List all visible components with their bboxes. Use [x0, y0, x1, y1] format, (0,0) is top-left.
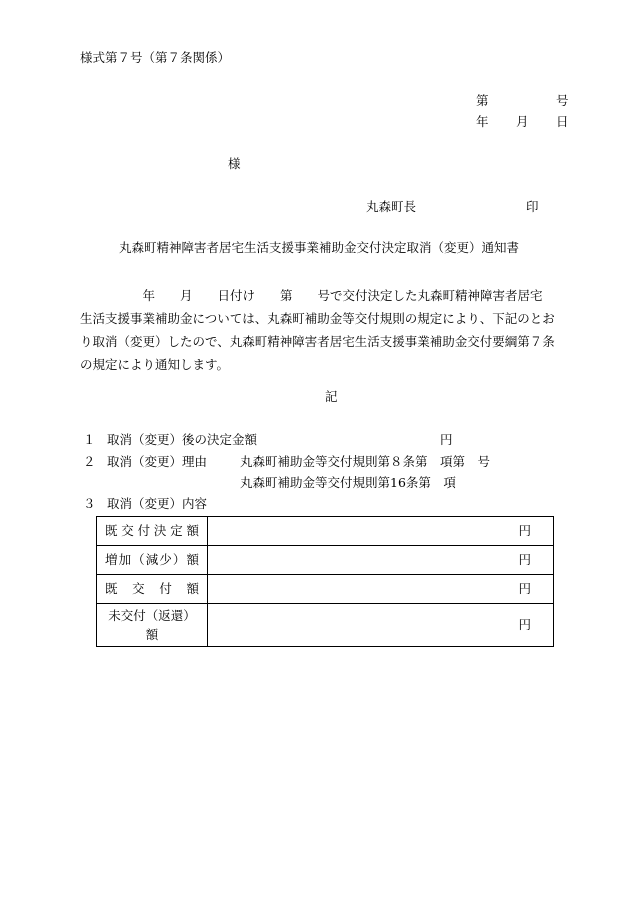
sender-name: 丸森町長: [366, 199, 417, 214]
table-row: [97, 604, 554, 647]
unit-yen: 円: [518, 551, 531, 567]
date-day: 日: [556, 114, 569, 129]
addressee-suffix: 様: [228, 156, 241, 171]
item1-number: １: [83, 432, 96, 447]
amounts-table: [96, 516, 554, 647]
item1-label: 取消（変更）後の決定金額: [107, 432, 258, 447]
label-increase-decrease: 増加（減少）額: [105, 551, 199, 567]
date-month: 月: [516, 114, 529, 129]
item2-label: 取消（変更）理由: [107, 454, 208, 469]
form-number: 様式第７号（第７条関係）: [80, 50, 231, 65]
table-row: [97, 575, 554, 604]
unit-yen: 円: [518, 580, 531, 596]
row-label-cell: [97, 604, 208, 647]
date-year: 年: [476, 114, 489, 129]
body-line-3: り取消（変更）したので、丸森町精神障害者居宅生活支援事業補助金交付要綱第７条: [80, 334, 555, 349]
item1-unit: 円: [440, 432, 453, 447]
row-value-cell: [208, 575, 554, 604]
item3-number: ３: [83, 496, 96, 511]
label-already-delivered: 既交付額: [105, 580, 199, 596]
body-line-4: の規定により通知します。: [80, 357, 230, 372]
number-label-go: 号: [556, 93, 569, 108]
item2-reason-1: 丸森町補助金等交付規則第８条第 項第 号: [240, 454, 491, 469]
table-row: [97, 546, 554, 575]
ki-heading: 記: [325, 389, 338, 404]
body-paragraph: [80, 284, 584, 376]
label-undelivered-line2: 額: [145, 627, 159, 642]
body-line-2: 生活支援事業補助金については、丸森町補助金等交付規則の規定により、下記のとお: [80, 311, 555, 326]
number-label-dai: 第: [476, 93, 489, 108]
item2-number: ２: [83, 454, 96, 469]
row-label-cell: [97, 517, 208, 546]
row-value-cell: [208, 546, 554, 575]
row-value-cell: [208, 517, 554, 546]
label-already-decided: 既交付決定額: [105, 522, 199, 538]
body-line-1: 年 月 日付け 第 号で交付決定した丸森町精神障害者居宅: [80, 288, 543, 303]
item2-reason-2: 丸森町補助金等交付規則第16条第 項: [240, 475, 456, 490]
row-label-cell: [97, 575, 208, 604]
row-value-cell: [208, 604, 554, 647]
unit-yen: 円: [518, 522, 531, 538]
row-label-cell: [97, 546, 208, 575]
label-undelivered-line1: 未交付（返還）: [108, 608, 196, 623]
table-row: [97, 517, 554, 546]
item3-label: 取消（変更）内容: [107, 496, 208, 511]
unit-yen: 円: [518, 616, 531, 632]
seal-mark: 印: [526, 199, 539, 214]
document-title: 丸森町精神障害者居宅生活支援事業補助金交付決定取消（変更）通知書: [119, 240, 520, 255]
